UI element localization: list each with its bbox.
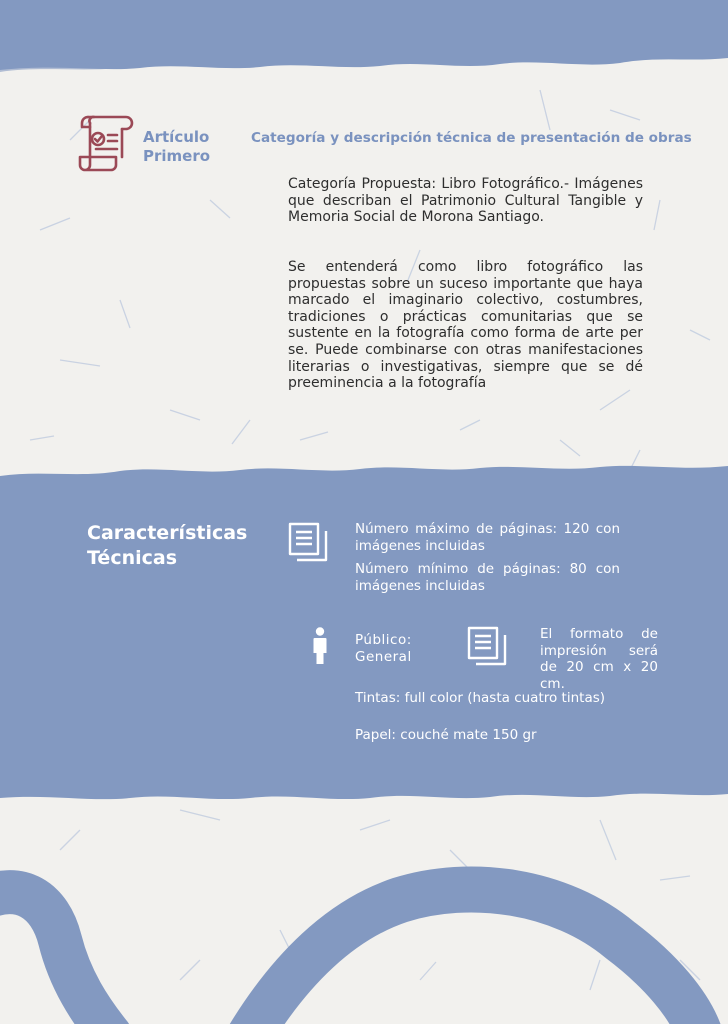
technical-title-line1: Características	[87, 522, 248, 544]
article-label-line2: Primero	[143, 147, 211, 165]
paragraph-description: Se entenderá como libro fotográfico las propuestas sobre un suceso importante que haya marcado el imaginario colectivo, costumbres, tradiciones o prácticas comunitarias que se sustente en la fotografía como forma de arte per se. Puede combinarse con otras manifestaciones literarias o investigativas, siempre que se dé preeminencia a la fotografía	[288, 259, 643, 392]
top-brush-band	[0, 0, 728, 80]
audience-label: Público:	[355, 632, 412, 648]
audience-text	[355, 632, 425, 665]
audience-value: General	[355, 648, 412, 665]
technical-title-line2: Técnicas	[87, 547, 178, 569]
pages-icon	[288, 522, 328, 562]
paper-text: Papel: couché mate 150 gr	[355, 727, 537, 743]
person-icon	[313, 627, 327, 665]
paragraph-category: Categoría Propuesta: Libro Fotográfico.- Imágenes que describan el Patrimonio Cultural Tangible y Memoria Social de Morona Santiago.	[288, 176, 643, 226]
max-pages-text: Número máximo de páginas: 120 con imágenes incluidas	[355, 521, 620, 554]
document-check-icon	[76, 113, 134, 173]
article-label-line1: Artículo	[143, 128, 210, 146]
format-text: El formato de impresión será de 20 cm x 20 cm.	[540, 626, 658, 692]
section-heading: Categoría y descripción técnica de presentación de obras	[251, 130, 692, 146]
pages-icon	[467, 626, 507, 666]
bottom-brush-swirl	[0, 860, 728, 1024]
technical-title	[87, 521, 267, 571]
min-pages-text: Número mínimo de páginas: 80 con imágenes incluidas	[355, 561, 620, 594]
article-label	[143, 128, 233, 166]
inks-text: Tintas: full color (hasta cuatro tintas)	[355, 690, 606, 706]
